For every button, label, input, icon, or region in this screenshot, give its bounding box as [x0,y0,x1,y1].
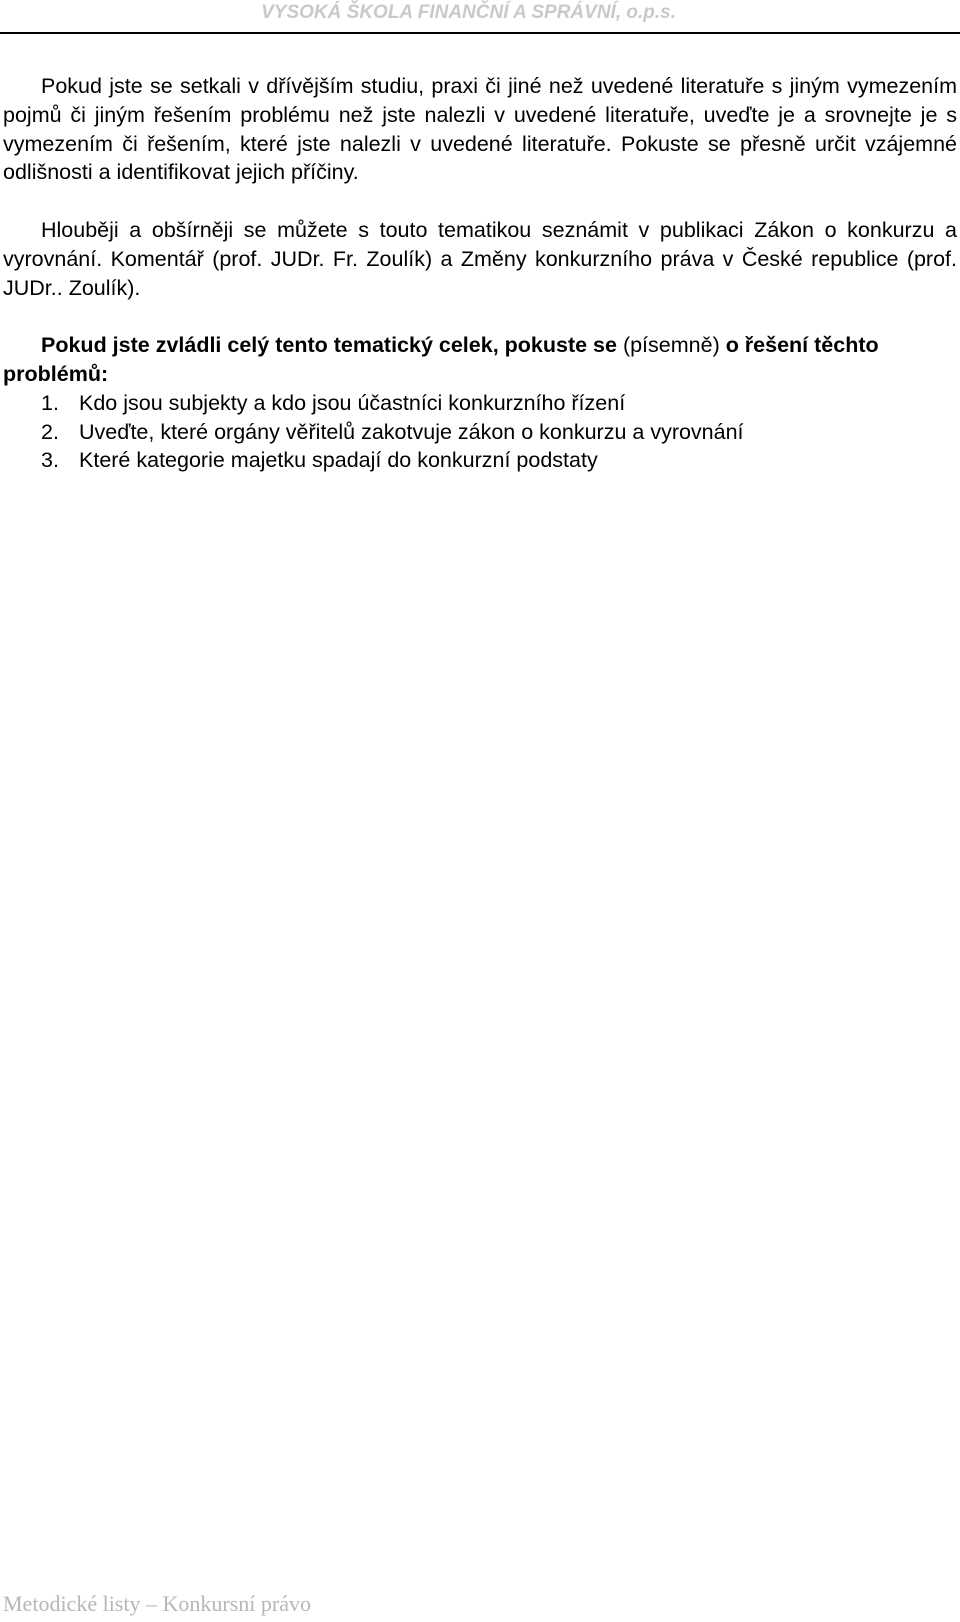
paragraph-literature-comparison: Pokud jste se setkali v dřívějším studiu, praxi či jiné než uvedené literatuře s jiným vymezením pojmů či jiným řešením problému než jste nalezli v uvedené literatuře, uveďte je a srovnejte je s vymezením či řešením, které jste nalezli v uvedené literatuře. Pokuste se přesně určit vzájemné odlišnosti a identifikovat jejich příčiny. [3,74,957,185]
task-number: 2. [41,419,59,444]
page-header [0,0,960,34]
task-text: Kdo jsou subjekty a kdo jsou účastníci konkurzního řízení [79,390,626,415]
task-text: Které kategorie majetku spadají do konkurzní podstaty [79,448,598,473]
task-item [3,418,957,447]
task-intro-bold-2: o řešení těchto problémů: [3,333,879,386]
header-institution-name: VYSOKÁ ŠKOLA FINANČNÍ A SPRÁVNÍ, o.p.s. [261,2,676,23]
task-text: Uveďte, které orgány věřitelů zakotvuje zákon o konkurzu a vyrovnání [79,419,744,444]
paragraph-further-reading: Hlouběji a obšírněji se můžete s touto tematikou seznámit v publikaci Zákon o konkurzu a vyrovnání. Komentář (prof. JUDr. Fr. Zoulík) a Změny konkurzního práva v České republice (prof. JUDr.. Zoulík). [3,217,957,300]
task-intro-normal: (písemně) [616,333,726,358]
task-intro [3,331,957,389]
task-number: 3. [41,448,59,473]
task-number: 1. [41,390,59,415]
page-content [3,72,957,475]
task-intro-bold-1: Pokud jste zvládli celý tento tematický celek, pokuste se [41,333,617,358]
page-footer: Metodické listy – Konkursní právo [3,1591,311,1616]
task-list [3,389,957,475]
task-item [3,446,957,475]
task-item [3,389,957,418]
